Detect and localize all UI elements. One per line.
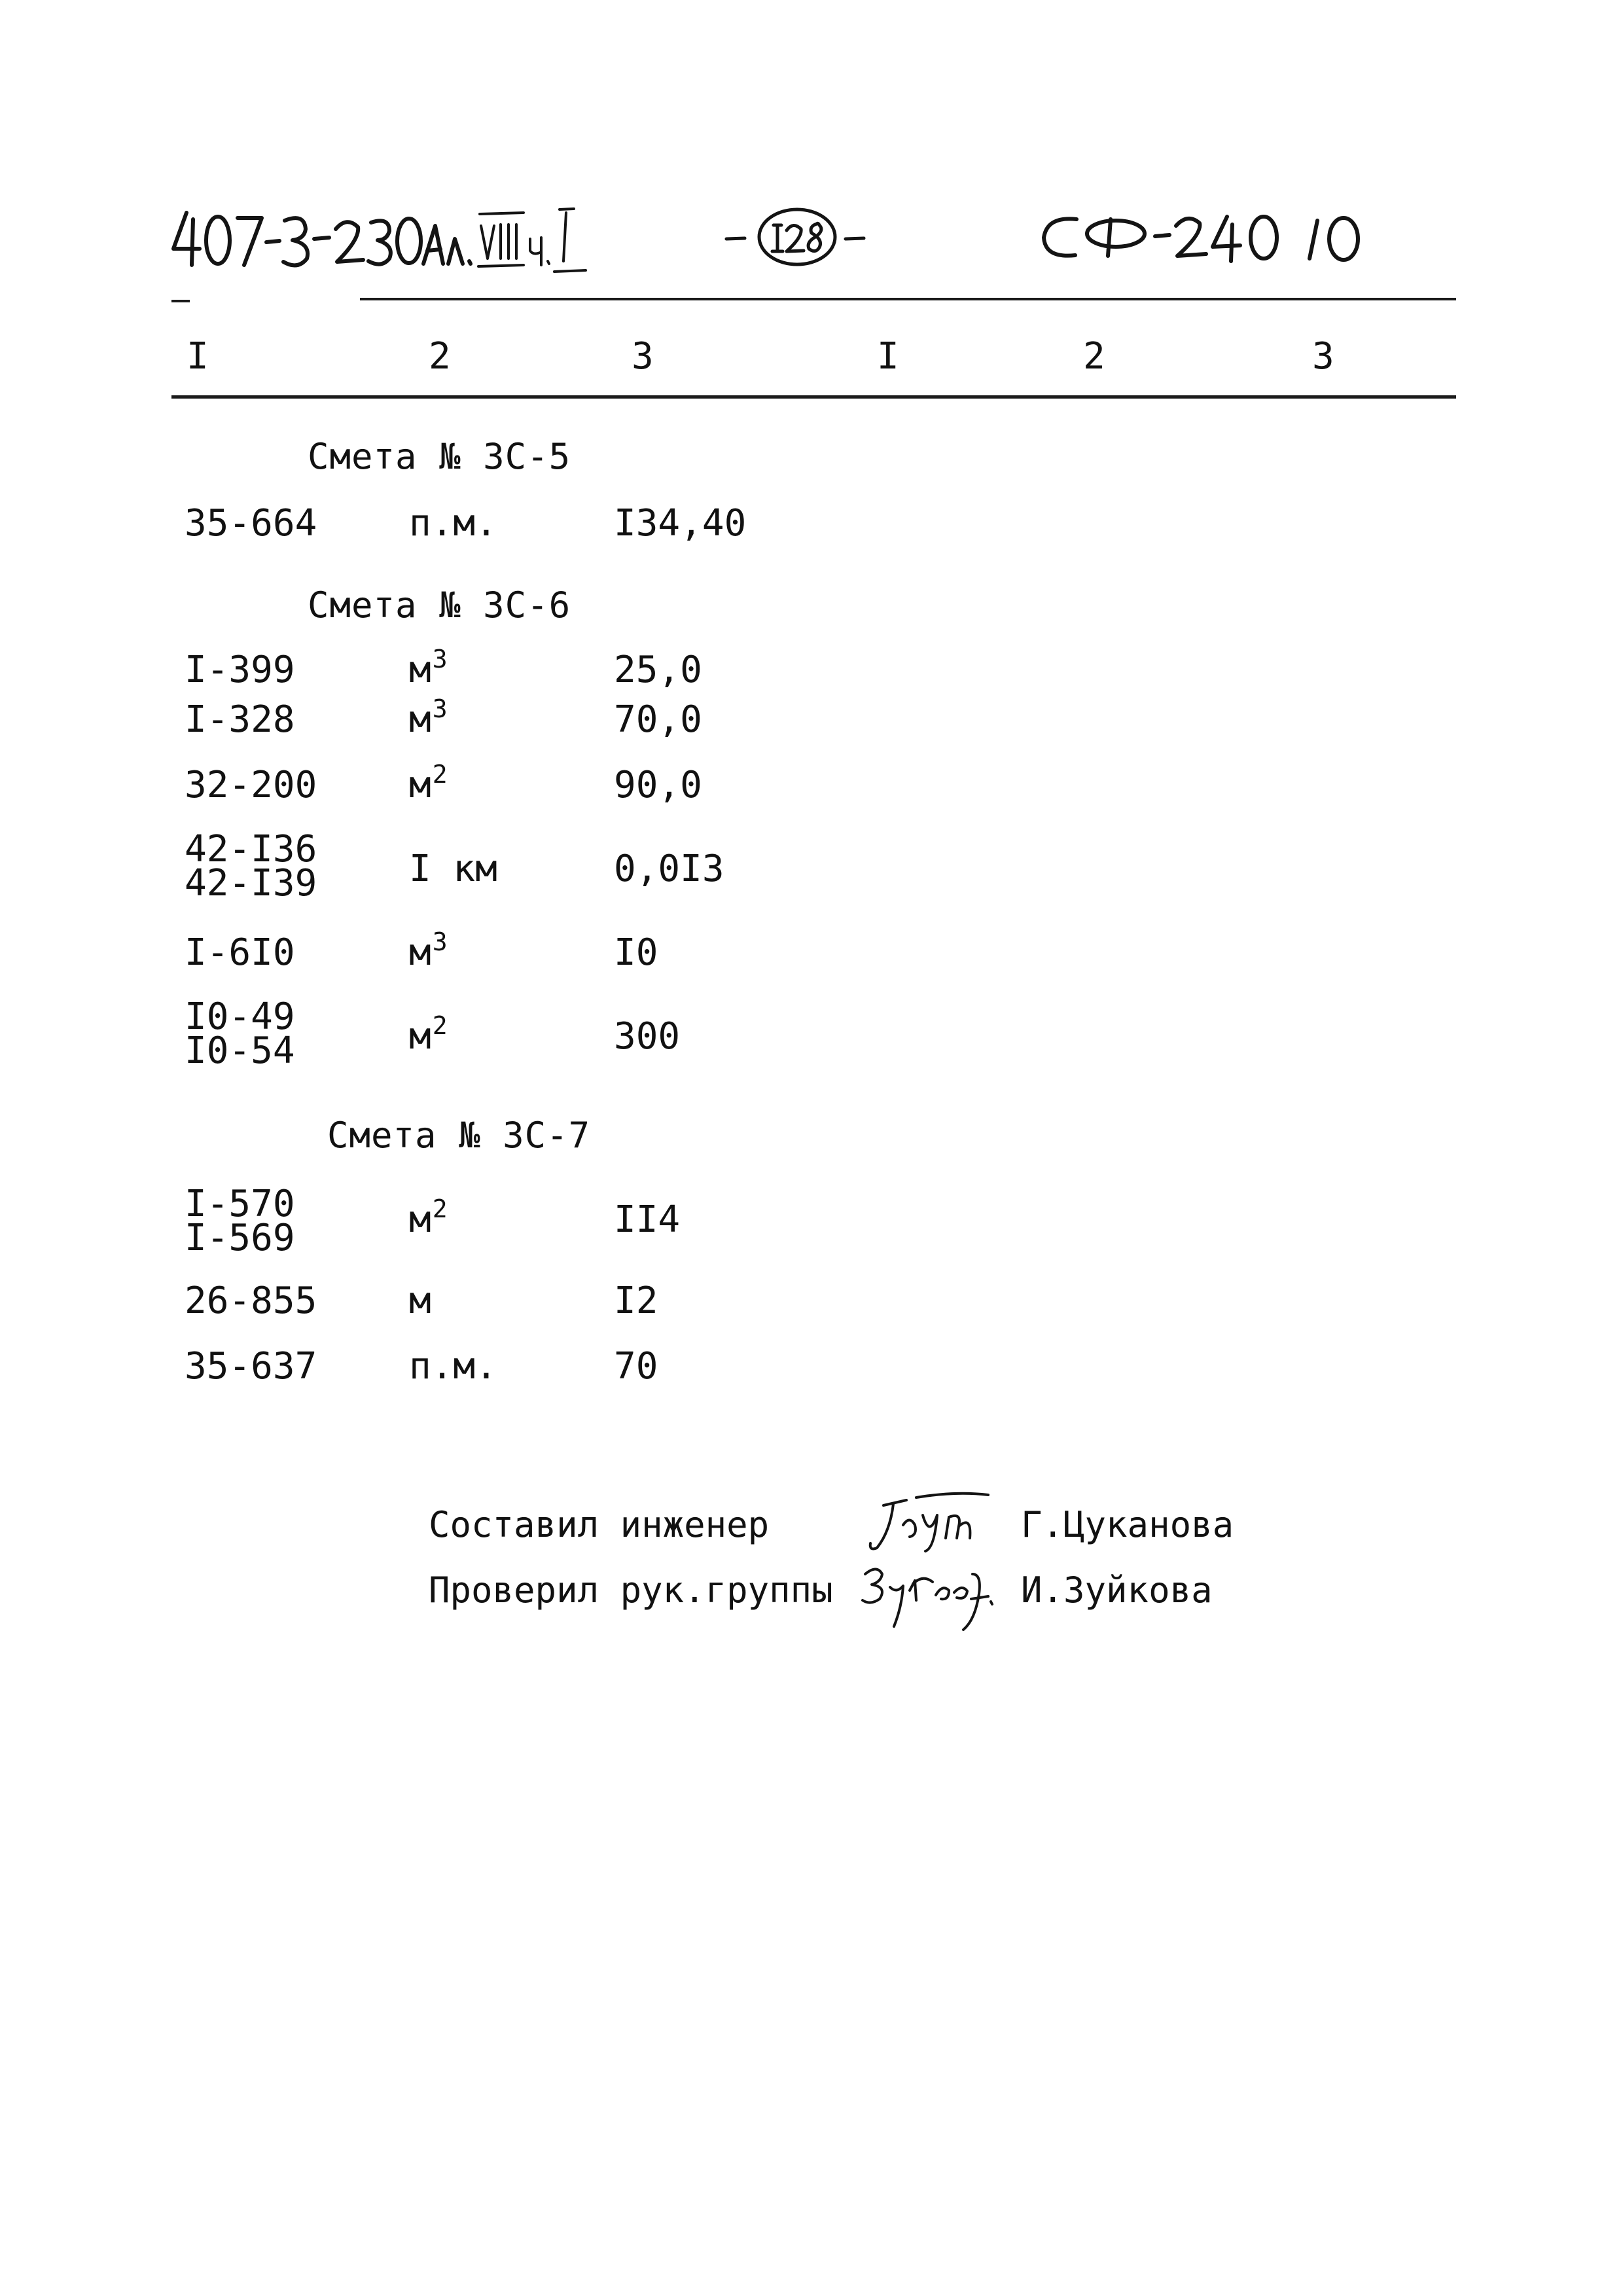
compiled-by-name: Г.Цуканова	[1021, 1504, 1234, 1545]
row-value: 70	[614, 1345, 658, 1388]
unit-text: м	[409, 931, 431, 974]
row-code: 35-664	[185, 502, 317, 545]
unit-text: м	[409, 649, 431, 691]
row-unit: м	[409, 1280, 431, 1322]
row-code	[185, 828, 317, 905]
row-value: I34,40	[614, 502, 747, 545]
code-line: I0-49	[185, 996, 295, 1038]
row-unit: п.м.	[409, 1345, 497, 1388]
unit-exponent: 3	[432, 645, 448, 673]
row-code: I-328	[185, 698, 295, 741]
compiled-by-label: Составил инженер	[429, 1504, 770, 1545]
margin-mark	[171, 300, 190, 302]
row-unit: I км	[409, 848, 497, 890]
column-header-1: I	[187, 335, 209, 378]
row-value: 300	[614, 1015, 681, 1058]
row-value: I2	[614, 1280, 658, 1322]
row-unit	[409, 694, 448, 742]
code-line: I-569	[185, 1217, 295, 1259]
unit-text: м	[409, 764, 431, 806]
row-code	[185, 1183, 295, 1259]
column-header-6: 3	[1312, 335, 1334, 378]
column-header-2: 2	[429, 335, 451, 378]
code-line: I0-54	[185, 1030, 295, 1072]
row-unit	[409, 1011, 448, 1058]
code-line: 42-I36	[185, 828, 317, 870]
row-code: I-399	[185, 649, 295, 691]
row-value: 70,0	[614, 698, 702, 741]
column-header-4: I	[877, 335, 899, 378]
unit-text: м	[409, 1015, 431, 1058]
checked-by-name: И.Зуйкова	[1021, 1570, 1213, 1611]
unit-exponent: 2	[432, 1194, 448, 1223]
row-unit	[409, 760, 448, 807]
section-title: Смета № 3С-6	[308, 584, 571, 626]
signature-checked	[851, 1554, 1008, 1640]
row-unit	[409, 927, 448, 975]
row-value: 0,0I3	[614, 848, 724, 890]
unit-text: м	[409, 1198, 431, 1241]
signature-compiled	[857, 1486, 1008, 1558]
row-value: II4	[614, 1198, 681, 1241]
unit-exponent: 2	[432, 760, 448, 789]
unit-exponent: 3	[432, 694, 448, 723]
code-line: 42-I39	[185, 862, 317, 905]
archive-code-handwritten	[1031, 193, 1410, 278]
row-unit	[409, 645, 448, 692]
unit-exponent: 2	[432, 1011, 448, 1040]
page-number-handwritten	[713, 196, 877, 275]
row-code	[185, 996, 295, 1072]
row-value: 90,0	[614, 764, 702, 806]
header-bottom-rule	[171, 395, 1456, 399]
unit-exponent: 3	[432, 927, 448, 956]
checked-by-label: Проверил рук.группы	[429, 1570, 833, 1611]
row-code: 35-637	[185, 1345, 317, 1388]
section-title: Смета № 3С-7	[327, 1115, 591, 1156]
section-title: Смета № 3С-5	[308, 436, 571, 477]
row-value: I0	[614, 931, 658, 974]
row-code: I-6I0	[185, 931, 295, 974]
unit-text: м	[409, 698, 431, 741]
document-code-handwritten	[167, 193, 625, 285]
code-line: I-570	[185, 1183, 295, 1225]
column-header-5: 2	[1083, 335, 1105, 378]
row-unit: п.м.	[409, 502, 497, 545]
row-code: 32-200	[185, 764, 317, 806]
row-value: 25,0	[614, 649, 702, 691]
row-unit	[409, 1194, 448, 1242]
header-top-rule	[360, 298, 1456, 300]
row-code: 26-855	[185, 1280, 317, 1322]
column-header-3: 3	[632, 335, 654, 378]
